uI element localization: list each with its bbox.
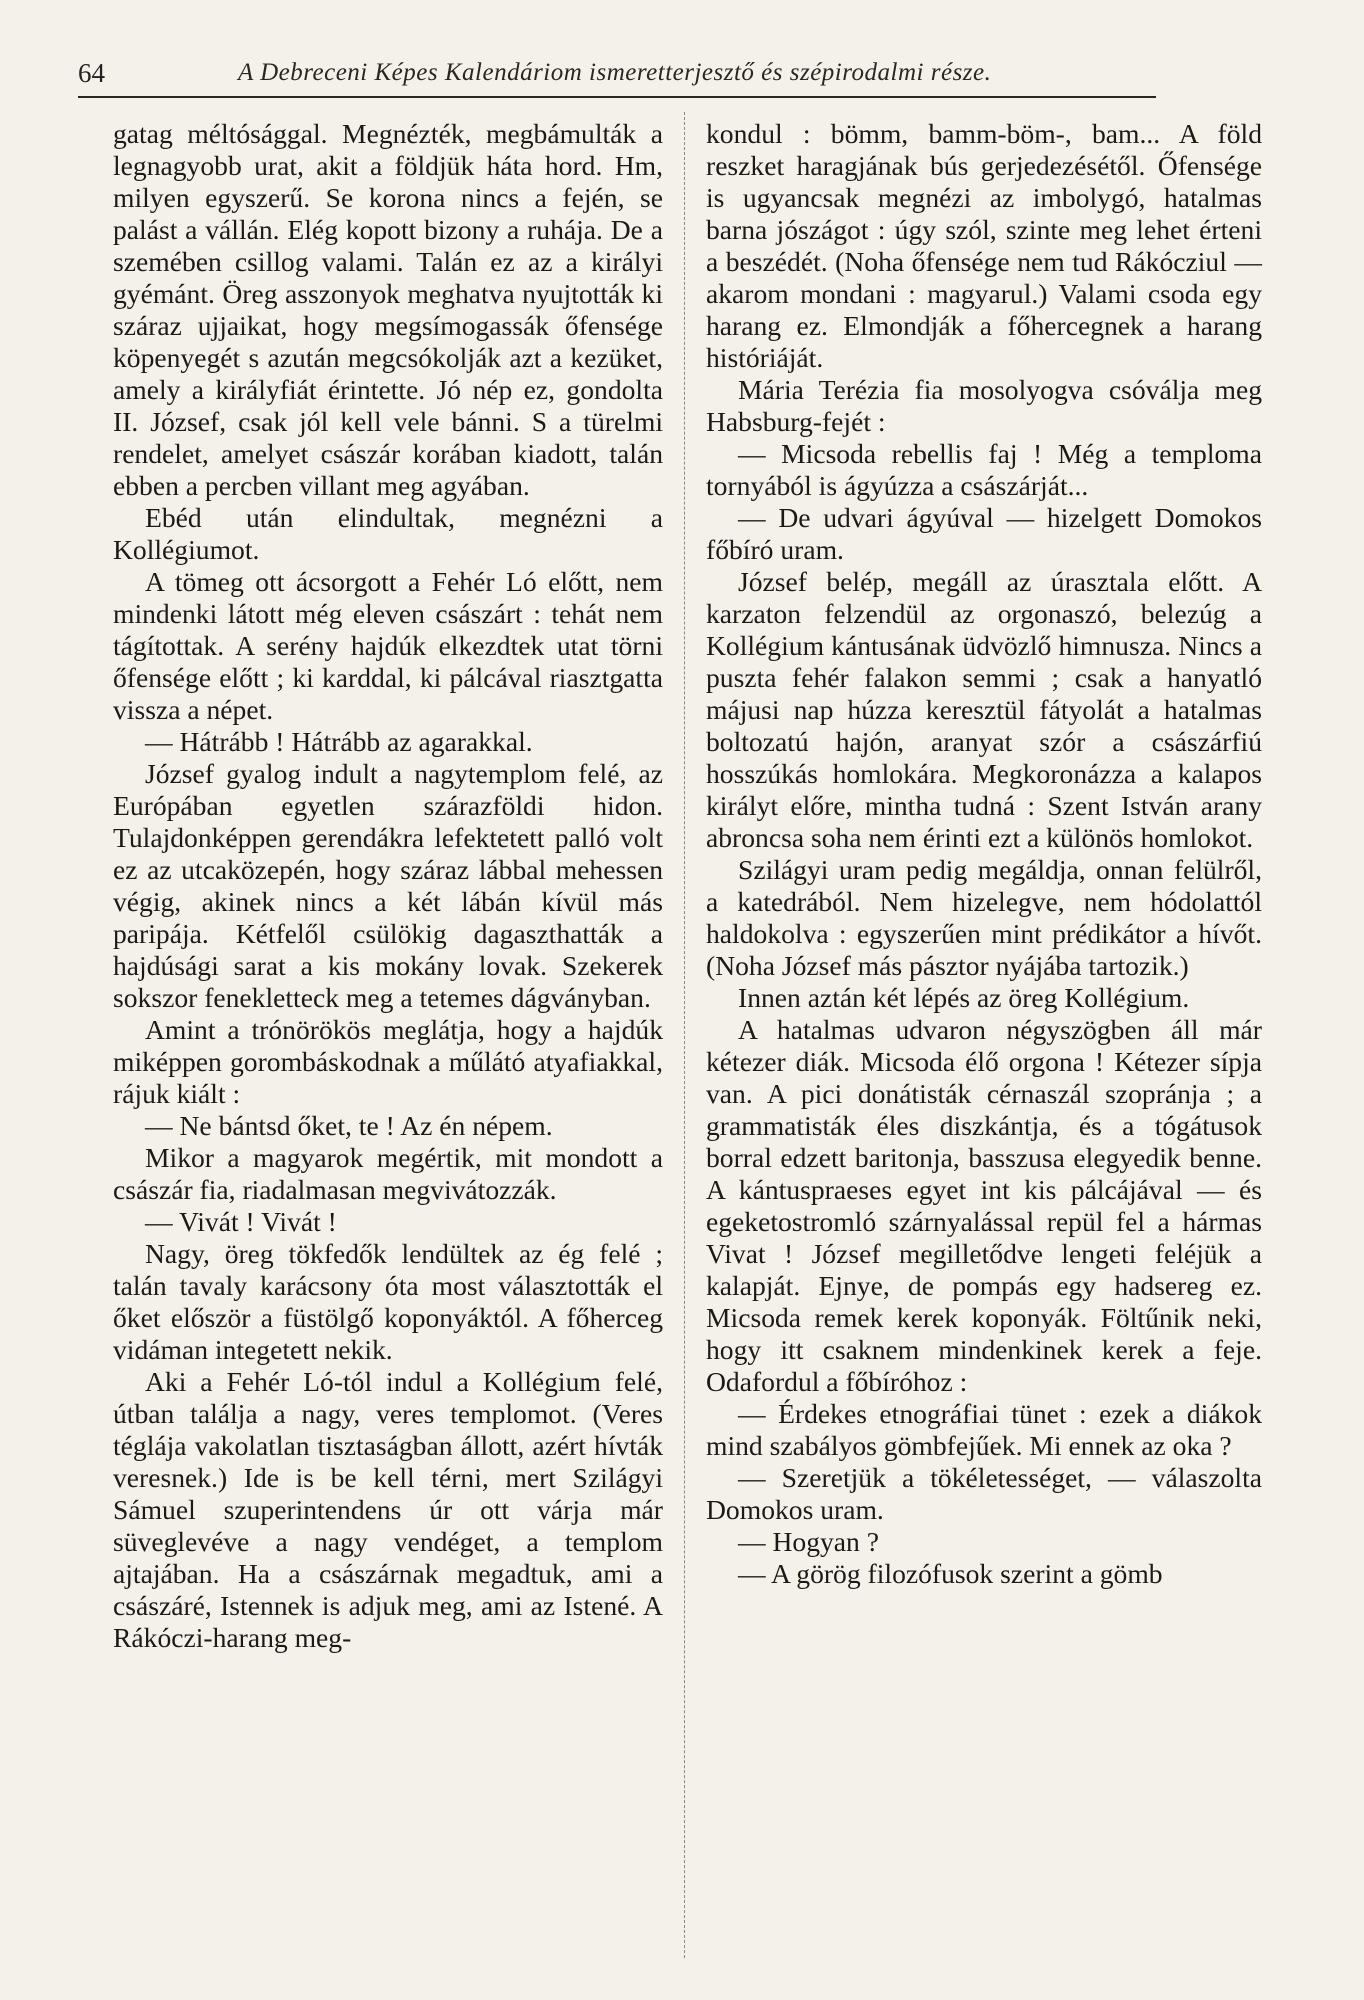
left-paragraph-1: gatag méltósággal. Megnézték, megbámulták a legnagyobb urat, akit a földjük háta hord. Hm, milyen egyszerű. Se korona nincs a fején, se palást a vállán. Elég kopott bizony a ruhája. De a szemében csillog valami. Talán ez az a királyi gyémánt. Öreg asszonyok meghatva nyujtották ki száraz ujjaikat, hogy megsímogassák őfensége köpenyegét s azután megcsókolják azt a kezüket, amely a királyfiát érintette. Jó nép ez, gondolta II. József, csak jól kell vele bánni. S a türelmi rendelet, amelyet császár korában kiadott, talán ebben a percben villant meg agyában. (113, 118, 663, 501)
left-dialog-3: — Vivát ! Vivát ! (145, 1206, 337, 1237)
right-dialog-1: — Micsoda rebellis faj ! Még a temploma tornyából is ágyúzza a császárját... (706, 438, 1262, 501)
left-dialog-2: — Ne bántsd őket, te ! Az én népem. (145, 1110, 553, 1141)
right-dialog-5: — Hogyan ? (738, 1526, 880, 1557)
right-paragraph-1: kondul : bömm, bamm-böm-, bam... A föld reszket haragjának bús gerjedezésétől. Őfensége is ugyancsak megnézi az imbolygó, hatalmas barna jószágot : úgy szól, szinte meg lehet érteni a beszédét. (Noha őfensége nem tud Rákócziul — akarom mondani : magyarul.) Valami csoda egy harang ez. Elmondják a főhercegnek a harang históriáját. (706, 118, 1262, 373)
right-dialog-3: — Érdekes etnográfiai tünet : ezek a diákok mind szabályos gömbfejűek. Mi ennek az oka ? (706, 1398, 1262, 1461)
left-paragraph-6: Mikor a magyarok megértik, mit mondott a császár fia, riadalmasan megvivátozzák. (113, 1142, 663, 1205)
right-paragraph-3: József belép, megáll az úrasztala előtt. A karzaton felzendül az orgonaszó, belezúg a Kollégium kántusának üdvözlő himnusza. Nincs a puszta fehér falakon semmi ; csak a hanyatló májusi nap húzza keresztül fátyolát a hatalmas boltozatú hajón, aranyat szór a császárfiú hosszúkás homlokára. Megkoronázza a kalapos királyt előre, mintha tudná : Szent István arany abroncsa soha nem érinti ezt a különös homlokot. (706, 566, 1262, 853)
running-title: A Debreceni Képes Kalendáriom ismeretterjesztő és szépirodalmi része. (238, 59, 992, 86)
left-column (113, 118, 663, 1654)
right-dialog-4: — Szeretjük a tökéletességet, — válaszolta Domokos uram. (706, 1462, 1262, 1525)
column-divider (684, 112, 685, 1958)
left-paragraph-3: A tömeg ott ácsorgott a Fehér Ló előtt, nem mindenki látott még eleven császárt : tehát nem tágítottak. A serény hajdúk elkezdtek utat törni őfensége előtt ; ki karddal, ki pálcával riasztgatta vissza a népet. (113, 566, 663, 725)
left-paragraph-4: József gyalog indult a nagytemplom felé, az Európában egyetlen szárazföldi hidon. Tulajdonképpen gerendákra lefektetett palló volt ez az utcaközepén, hogy száraz lábbal mehessen végig, akinek nincs a két lábán kívül más paripája. Kétfelől csülökig dagaszthatták a hajdúsági sarat a kis mokány lovak. Szekerek sokszor fenekletteck meg a tetemes dágványban. (113, 758, 663, 1013)
left-paragraph-8: Aki a Fehér Ló-tól indul a Kollégium felé, útban találja a nagy, veres templomot. (Veres téglája vakolatlan tisztaságban állott, azért hívták veresnek.) Ide is be kell térni, mert Szilágyi Sámuel szuperintendens úr ott várja már süveglevéve a nagy vendéget, a templom ajtajában. Ha a császárnak megadtuk, ami a császáré, Istennek is adjuk meg, ami az Istené. A Rákóczi-harang meg- (113, 1366, 663, 1653)
left-paragraph-2: Ebéd után elindultak, megnézni a Kollégiumot. (113, 502, 663, 565)
page-number: 64 (78, 58, 105, 88)
right-paragraph-6: A hatalmas udvaron négyszögben áll már kétezer diák. Micsoda élő orgona ! Kétezer sípja van. A pici donátisták cérnaszál szopránja ; a grammatisták éles diszkántja, és a tógátusok borral edzett baritonja, basszusa elegyedik benne. A kántuspraeses egyet int kis pálcájával — és egeketostromló szárnyalással repül fel a hármas Vivat ! József megilletődve lengeti feléjük a kalapját. Ejnye, de pompás egy hadsereg ez. Micsoda remek kerek koponyák. Föltűnik neki, hogy itt csaknem mindenkinek kerek a feje. Odafordul a főbíróhoz : (706, 1014, 1262, 1397)
right-dialog-2: — De udvari ágyúval — hizelgett Domokos főbíró uram. (706, 502, 1262, 565)
left-paragraph-5: Amint a trónörökös meglátja, hogy a hajdúk miképpen gorombáskodnak a műlátó atyafiakkal, rájuk kiált : (113, 1014, 663, 1109)
running-header (78, 56, 1156, 98)
right-column (706, 118, 1262, 1590)
left-paragraph-7: Nagy, öreg tökfedők lendültek az ég felé ; talán tavaly karácsony óta most választották el őket először a füstölgő koponyáktól. A főherceg vidáman integetett nekik. (113, 1238, 663, 1365)
right-dialog-6: — A görög filozófusok szerint a gömb (738, 1558, 1163, 1589)
left-dialog-1: — Hátrább ! Hátrább az agarakkal. (145, 726, 533, 757)
right-paragraph-4: Szilágyi uram pedig megáldja, onnan felülről, a katedrából. Nem hizelegve, nem hódolattól haldokolva : egyszerűen mint prédikátor a hívőt. (Noha József más pásztor nyájába tartozik.) (706, 854, 1262, 981)
right-paragraph-2: Mária Terézia fia mosolyogva csóválja meg Habsburg-fejét : (706, 374, 1262, 437)
right-paragraph-5: Innen aztán két lépés az öreg Kollégium. (738, 982, 1190, 1013)
